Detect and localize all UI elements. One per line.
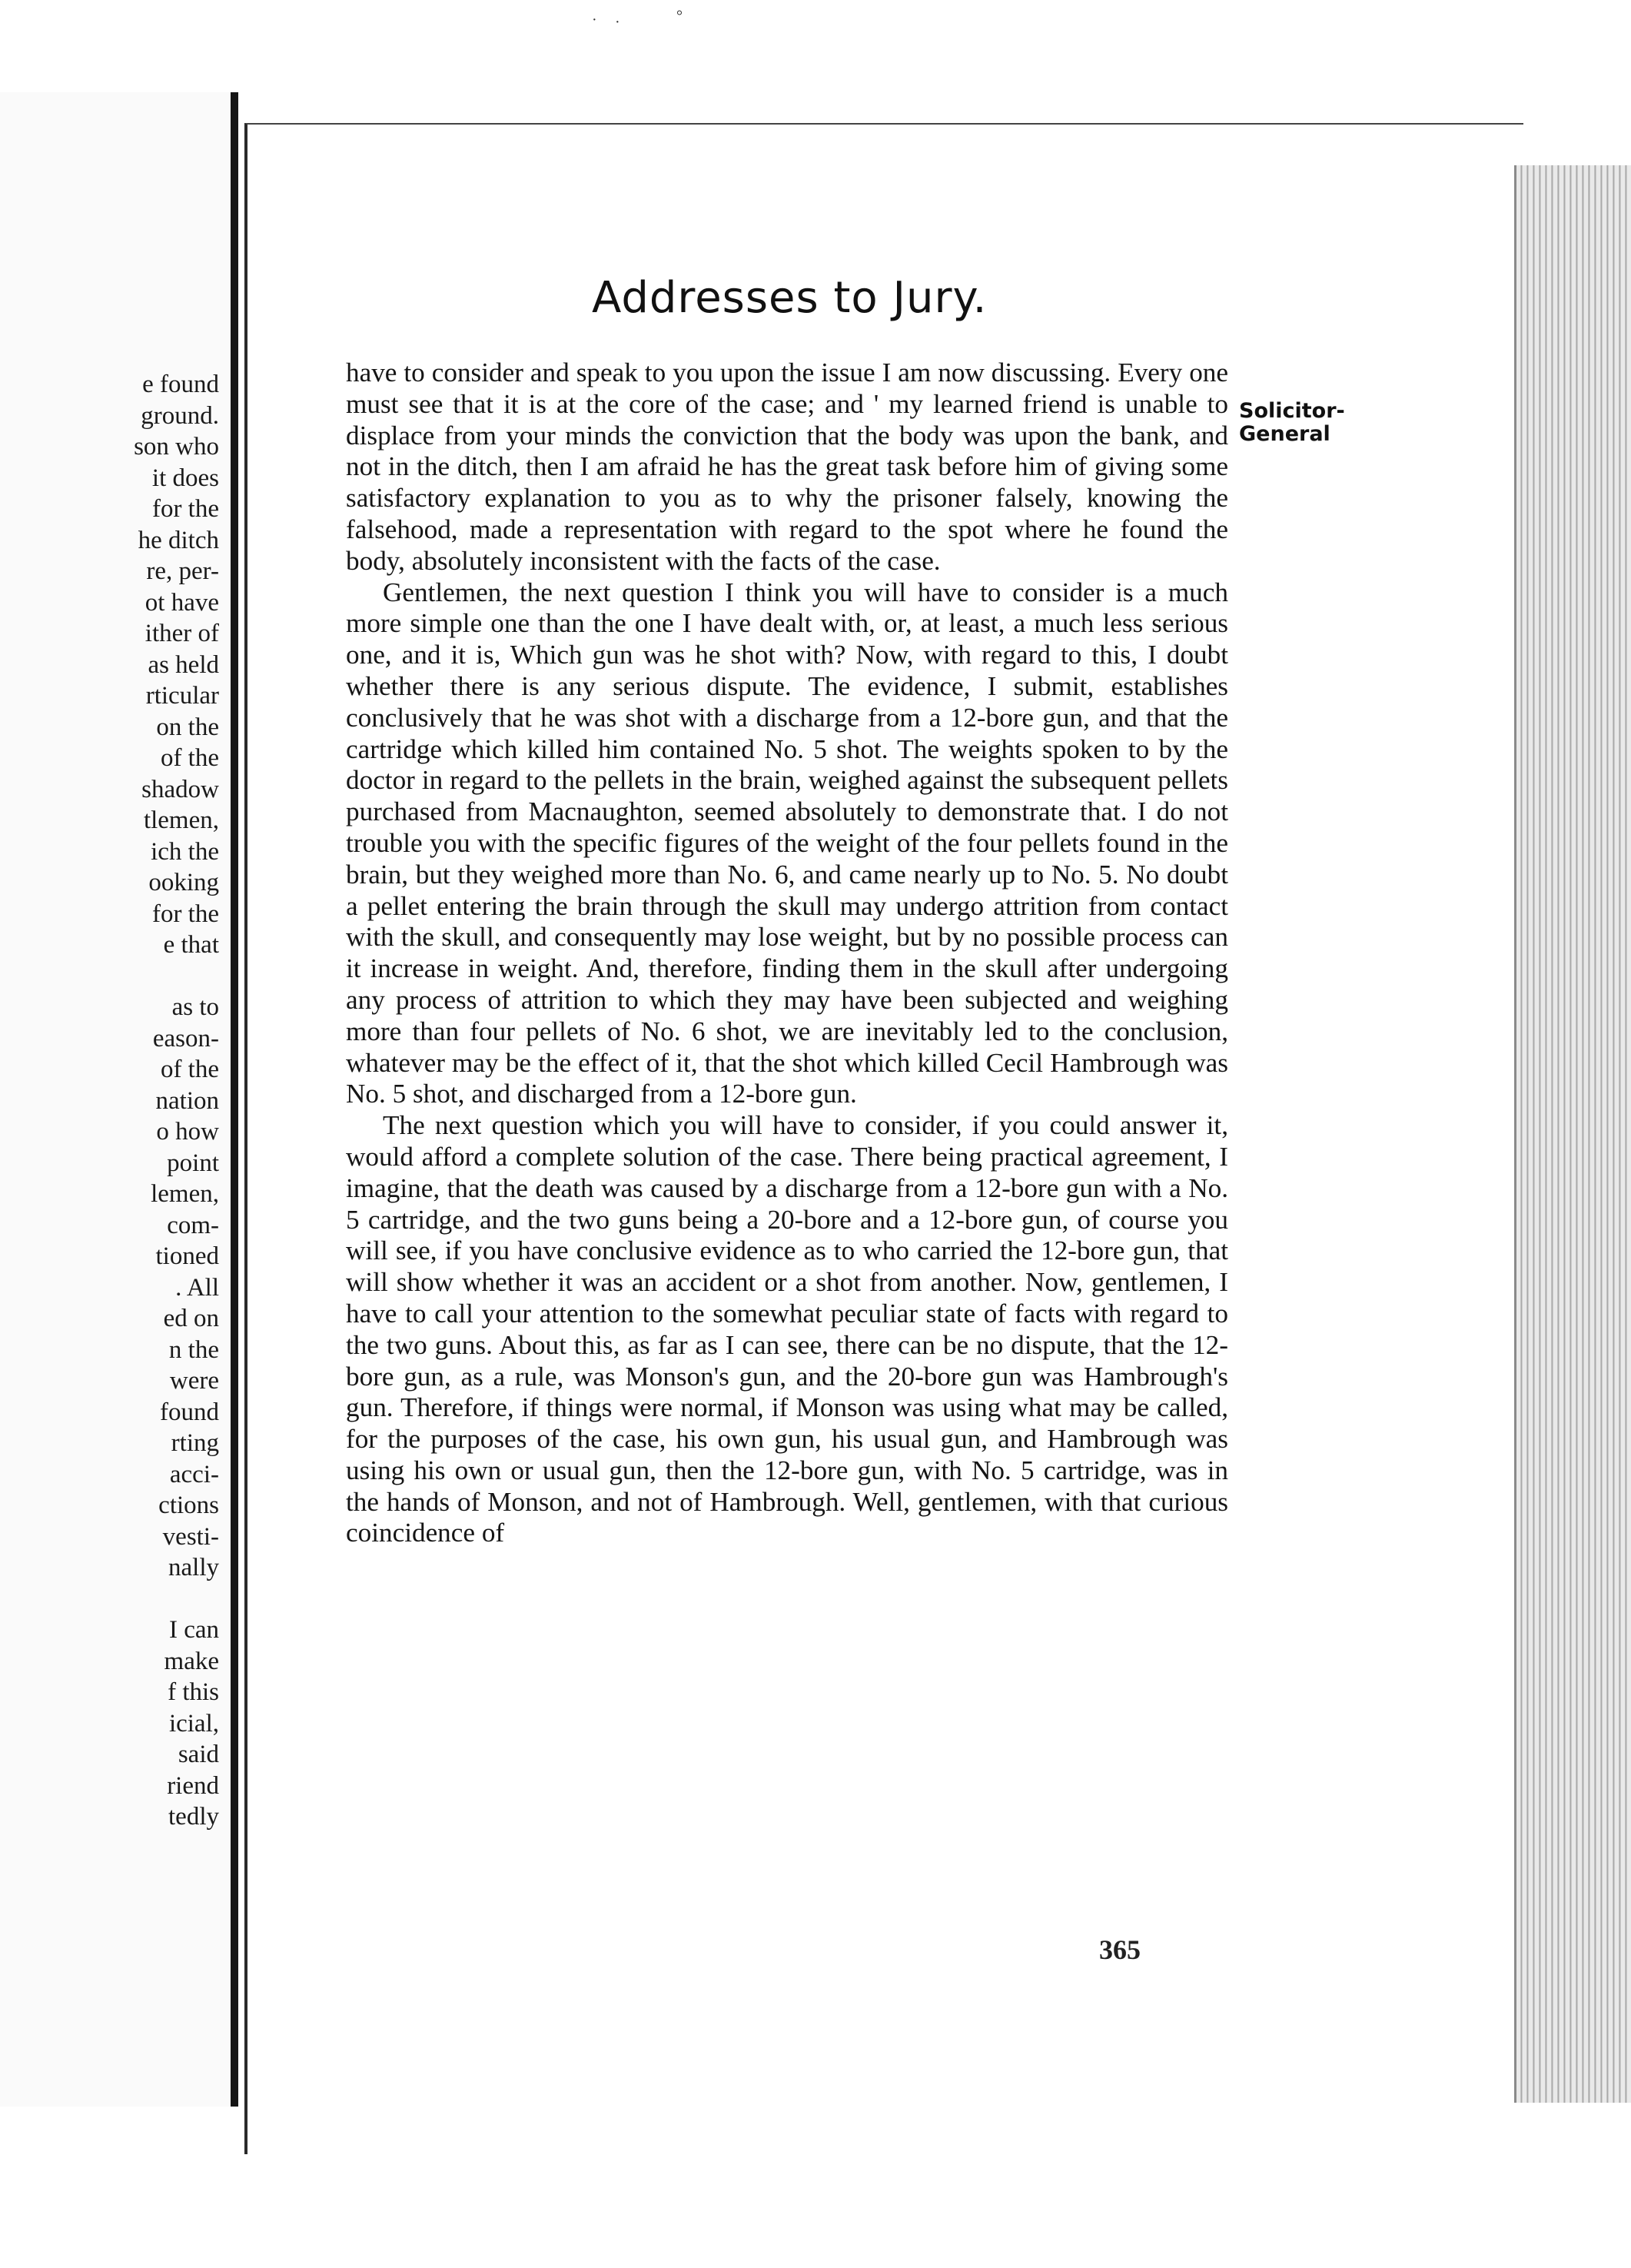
previous-page-line: n the (168, 1335, 219, 1364)
previous-page-line: tioned (155, 1242, 219, 1270)
scan-speck: ° (676, 8, 683, 25)
paragraph: The next question which you will have to consider, if you could answer it, would afford a complete solution of the case. There being practical agreement, I imagine, that the death was caused by a discharge from a 12-bore gun with a No. 5 cartridge, and the two guns being a 20-bore and a 12-bore gun, of course you will see, if you have conclusive evidence as to who carried the 12-bore gun, that will show whether it was an accident or a shot from another. Now, gentlemen, I have to call your attention to the somewhat peculiar state of facts with regard to the two guns. About this, as far as I can see, there can be no dispute, that the 12-bore gun, as a rule, was Monson's gun, and the 20-bore gun was Hambrough's gun. Therefore, if things were normal, if Monson was using what may be called, for the purposes of the case, his own gun, his usual gun, and Hambrough was using his own or usual gun, then the 12-bore gun, with No. 5 cartridge, was in the hands of Monson, and not of Hambrough. Well, gentlemen, with that curious coincidence of (346, 1110, 1228, 1548)
previous-page-line: vesti- (162, 1522, 219, 1551)
previous-page-line: were (169, 1367, 219, 1395)
previous-page-line: for the (151, 495, 219, 523)
previous-page-line: ground. (141, 401, 219, 430)
previous-page-line: acci- (169, 1460, 219, 1488)
paragraph: Gentlemen, the next question I think you will have to consider is a much more simple one than the one I have dealt with, or, at least, a much less serious one, and it is, Which gun was he shot with? Now, with regard to this, I doubt whether there is any serious dispute. The evidence, I submit, establishes conclusively that he was shot with a discharge from a 12-bore gun, and that the cartridge which killed him contained No. 5 shot. The weights spoken to by the doctor in regard to the pellets in the brain, weighed against the subsequent pellets purchased from Macnaughton, seemed absolutely to demonstrate that. I do not trouble you with the specific figures of the weight of the four pellets found in the brain, but they weighed more than No. 6, and came nearly up to No. 5. No doubt a pellet entering the brain through the skull may undergo attrition from contact with the skull, and consequently may lose weight, but by no possible process can it increase in weight. And, therefore, finding them in the skull after undergoing any process of attrition to which they may have been subjected and weighing more than four pellets of No. 6 shot, we are inevitably led to the conclusion, whatever may be the effect of it, that the shot which killed Cecil Hambrough was No. 5 shot, and discharged from a 12-bore gun. (346, 577, 1228, 1109)
previous-page-line: f this (168, 1678, 219, 1706)
previous-page-line: of the (160, 1056, 219, 1083)
previous-page-text (0, 369, 219, 1833)
side-note-line: Solicitor- (1239, 399, 1345, 423)
previous-page-line: ither of (144, 620, 219, 647)
previous-page-line: ed on (163, 1305, 219, 1332)
previous-page-line: son who (134, 433, 219, 461)
previous-page-line: as to (171, 993, 219, 1021)
scan-speck: · (592, 12, 597, 28)
previous-page-line: . All (175, 1273, 219, 1302)
previous-page-line: icial, (168, 1709, 219, 1738)
previous-page-line: tedly (168, 1803, 219, 1831)
previous-page-line: rting (171, 1429, 219, 1457)
previous-page-line: e that (163, 931, 219, 959)
previous-page-line: on the (156, 713, 219, 741)
previous-page-line: make (164, 1647, 219, 1675)
previous-page-line: e found (142, 371, 219, 398)
previous-page-line: point (167, 1149, 219, 1177)
previous-page-line: ich the (151, 837, 219, 866)
running-head: Addresses to Jury. (592, 273, 988, 323)
previous-page-line: I can (168, 1616, 219, 1644)
previous-page-line: for the (151, 900, 219, 928)
side-note-line: General (1239, 422, 1330, 446)
scan-speck: · (615, 14, 620, 31)
previous-page-line: of the (160, 744, 219, 772)
page-block-edge (1514, 165, 1631, 2103)
previous-page-line: found (160, 1398, 219, 1426)
previous-page-line: it does (151, 464, 219, 492)
previous-page-line: said (178, 1741, 219, 1768)
previous-page-line: re, per- (146, 557, 219, 585)
previous-page-line: ctions (158, 1491, 219, 1519)
page-number: 365 (1099, 1934, 1141, 1965)
previous-page-line (0, 961, 219, 993)
previous-page-line: rticular (145, 682, 219, 710)
previous-page-line (0, 1584, 219, 1615)
previous-page-line: ot have (144, 588, 219, 617)
previous-page-line: shadow (141, 775, 219, 803)
previous-page-line: com- (167, 1211, 219, 1239)
previous-page-line: riend (167, 1771, 219, 1800)
previous-page-line: lemen, (151, 1180, 219, 1208)
previous-page-line: nally (168, 1554, 219, 1581)
previous-page-line: o how (156, 1118, 219, 1146)
previous-page-line: as held (148, 650, 219, 679)
previous-page-line: he ditch (138, 526, 219, 554)
paragraph: have to consider and speak to you upon the issue I am now discussing. Every one must see that it is at the core of the case; and ' my learned friend is unable to displace from your minds the conviction that the body was upon the bank, and not in the ditch, then I am afraid he has the great task before him of giving some satisfactory explanation to you as to why the prisoner falsely, knowing the falsehood, made a representation with regard to the spot where he found the body, absolutely inconsistent with the facts of the case. (346, 357, 1228, 576)
previous-page (0, 92, 238, 2107)
previous-page-line: eason- (152, 1024, 219, 1053)
previous-page-line: tlemen, (143, 806, 219, 834)
previous-page-line: nation (155, 1086, 219, 1115)
body-text (346, 357, 1228, 1549)
side-note (1239, 400, 1345, 446)
previous-page-line: ooking (148, 869, 219, 896)
